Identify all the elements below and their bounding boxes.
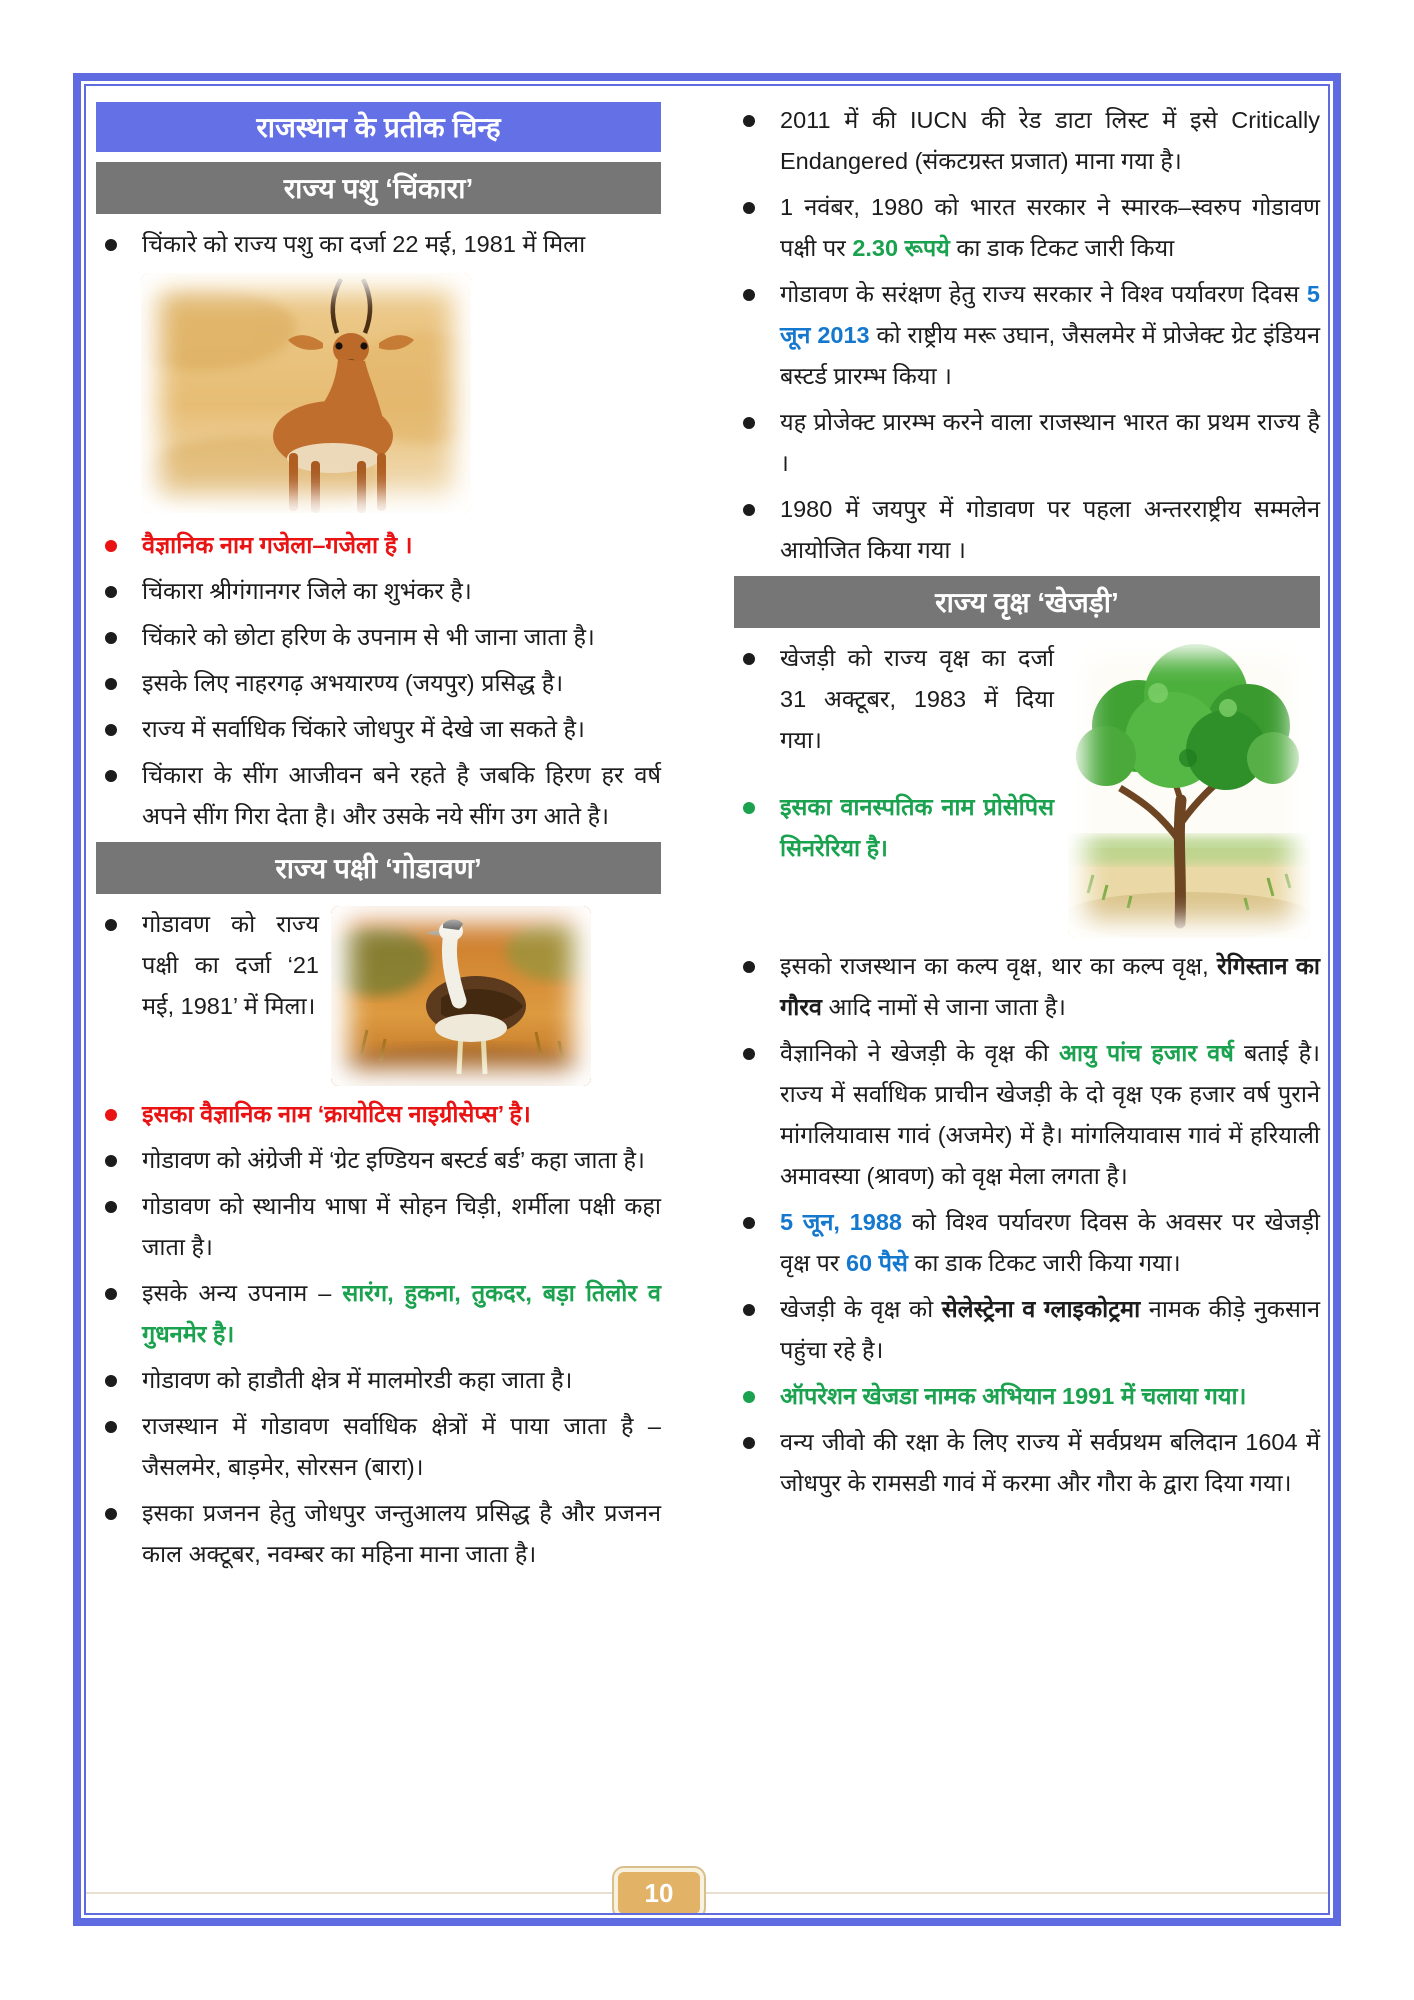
bullet-icon — [743, 1437, 755, 1449]
list-item — [734, 1376, 1320, 1417]
list-item — [734, 489, 1320, 571]
bullet-icon — [105, 1421, 117, 1433]
list-item-text: इसका वैज्ञानिक नाम ‘क्रायोटिस नाइग्रीसेप्स’ है। — [142, 1101, 531, 1127]
list-item — [734, 787, 1320, 869]
page-number-badge: 10 — [614, 1868, 704, 1915]
list-item — [96, 1186, 661, 1268]
page-inner-border — [84, 84, 1330, 1915]
list-item-text: चिंकारा श्रीगंगानगर जिले का शुभंकर है। — [142, 578, 472, 604]
bullet-list — [96, 224, 661, 265]
list-item-text: 1 नवंबर, 1980 को भारत सरकार ने स्मारक–स्वरुप गोडावण पक्षी पर 2.30 रूपये का डाक टिकट जारी किया — [780, 194, 1320, 261]
bullet-icon — [743, 653, 755, 665]
bullet-icon — [105, 1201, 117, 1213]
bullet-icon — [105, 239, 117, 251]
tree-intro-block — [734, 638, 1320, 946]
list-item — [96, 755, 661, 837]
bullet-list — [96, 1094, 661, 1575]
bullet-list — [96, 904, 661, 1027]
left-column — [96, 100, 661, 1580]
list-item — [96, 617, 661, 658]
bullet-icon — [105, 919, 117, 931]
list-item — [96, 571, 661, 612]
list-item-text: ऑपरेशन खेजडा नामक अभियान 1991 में चलाया गया। — [780, 1383, 1247, 1409]
bullet-icon — [105, 1375, 117, 1387]
bullet-list — [734, 100, 1320, 571]
bullet-icon — [743, 417, 755, 429]
chinkara-gazelle-illustration — [141, 273, 471, 513]
list-item — [734, 946, 1320, 1028]
bullet-icon — [743, 1217, 755, 1229]
list-item-text: खेजड़ी को राज्य वृक्ष का दर्जा 31 अक्टूबर, 1983 में दिया गया। — [780, 645, 1054, 753]
list-item — [96, 224, 661, 265]
bullet-icon — [743, 1304, 755, 1316]
list-item — [734, 274, 1320, 397]
list-item-text: यह प्रोजेक्ट प्रारम्भ करने वाला राजस्थान भारत का प्रथम राज्य है । — [780, 409, 1320, 476]
bullet-icon — [105, 724, 117, 736]
list-item-text: चिंकारे को राज्य पशु का दर्जा 22 मई, 1981 में मिला — [142, 231, 586, 257]
chinkara-photo — [141, 273, 471, 513]
list-item — [96, 709, 661, 750]
bullet-icon — [105, 1508, 117, 1520]
bullet-icon — [743, 802, 755, 814]
list-item-text: गोडावण को स्थानीय भाषा में सोहन चिड़ी, शर्मीला पक्षी कहा जाता है। — [142, 1193, 661, 1260]
list-item — [96, 1360, 661, 1401]
list-item-text: गोडावण को हाडौती क्षेत्र में मालमोरडी कहा जाता है। — [142, 1367, 573, 1393]
bullet-icon — [743, 961, 755, 973]
bullet-icon — [105, 678, 117, 690]
section-header-state-animal: राज्य पशु ‘चिंकारा’ — [96, 162, 661, 214]
bird-intro-block — [96, 904, 661, 1094]
list-item — [734, 402, 1320, 484]
list-item — [96, 663, 661, 704]
list-item — [96, 1094, 661, 1135]
list-item-text: गोडावण को अंग्रेजी में ‘ग्रेट इण्डियन बस्टर्ड बर्ड’ कहा जाता है। — [142, 1147, 645, 1173]
list-item — [96, 1493, 661, 1575]
bullet-icon — [743, 289, 755, 301]
list-item-text: इसके लिए नाहरगढ़ अभयारण्य (जयपुर) प्रसिद्ध है। — [142, 670, 564, 696]
list-item — [734, 1033, 1320, 1197]
bullet-list — [734, 946, 1320, 1504]
bullet-icon — [105, 632, 117, 644]
list-item — [734, 100, 1320, 182]
list-item — [734, 1422, 1320, 1504]
bullet-icon — [743, 1391, 755, 1403]
list-item-text: राजस्थान में गोडावण सर्वाधिक क्षेत्रों में पाया जाता है – जैसलमेर, बाड़मेर, सोरसन (बारा)। — [142, 1413, 661, 1480]
bullet-icon — [105, 1288, 117, 1300]
list-item — [734, 187, 1320, 269]
list-item-text: वैज्ञानिक नाम गजेला–गजेला है । — [142, 532, 413, 558]
bullet-icon — [743, 504, 755, 516]
list-item-text: इसका वानस्पतिक नाम प्रोसेपिस सिनरेरिया है। — [780, 794, 1054, 861]
list-item-text: इसको राजस्थान का कल्प वृक्ष, थार का कल्प वृक्ष, रेगिस्तान का गौरव आदि नामों से जाना जाता है। — [780, 953, 1320, 1020]
right-column — [734, 100, 1320, 1509]
list-item — [734, 1202, 1320, 1284]
list-item-text: इसका प्रजनन हेतु जोधपुर जन्तुआलय प्रसिद्ध है और प्रजनन काल अक्टूबर, नवम्बर का महिना माना जाता है। — [142, 1500, 661, 1567]
list-item — [734, 1289, 1320, 1371]
list-item-text: चिंकारे को छोटा हरिण के उपनाम से भी जाना जाता है। — [142, 624, 595, 650]
page-frame — [73, 73, 1341, 1926]
list-item-text: 1980 में जयपुर में गोडावण पर पहला अन्तरराष्ट्रीय सम्मलेन आयोजित किया गया । — [780, 496, 1320, 563]
bullet-icon — [105, 540, 117, 552]
list-item-text: गोडावण के सरंक्षण हेतु राज्य सरकार ने विश्व पर्यावरण दिवस 5 जून 2013 को राष्ट्रीय मरू उघान, जैसलमेर में प्रोजेक्ट ग्रेट इंडियन बस्टर्ड प्रारम्भ किया । — [780, 281, 1320, 389]
bullet-icon — [743, 115, 755, 127]
list-item — [734, 638, 1320, 761]
list-item — [96, 904, 661, 1027]
list-item — [96, 525, 661, 566]
list-item-text: वन्य जीवो की रक्षा के लिए राज्य में सर्वप्रथम बलिदान 1604 में जोधपुर के रामसडी गावं में करमा और गौरा के द्वारा दिया गया। — [780, 1429, 1320, 1496]
list-item-text: खेजड़ी के वृक्ष को सेलेस्ट्रेना व ग्लाइकोट्रमा नामक कीड़े नुकसान पहुंचा रहे है। — [780, 1296, 1320, 1363]
bullet-list — [96, 525, 661, 837]
page-title: राजस्थान के प्रतीक चिन्ह — [96, 102, 661, 152]
list-item-text: वैज्ञानिको ने खेजड़ी के वृक्ष की आयु पांच हजार वर्ष बताई है। राज्य में सर्वाधिक प्राचीन खेजड़ी के दो वृक्ष एक हजार वर्ष पुराने मांगलियावास गावं (अजमेर) में है। मांगलियावास गावं में हरियाली अमावस्या (श्रावण) को वृक्ष मेला लगता है। — [780, 1040, 1320, 1189]
list-item-text: 5 जून, 1988 को विश्व पर्यावरण दिवस के अवसर पर खेजड़ी वृक्ष पर 60 पैसे का डाक टिकट जारी किया गया। — [780, 1209, 1320, 1276]
list-item — [96, 1406, 661, 1488]
bullet-icon — [105, 1155, 117, 1167]
bullet-icon — [743, 202, 755, 214]
list-item-text: 2011 में की IUCN की रेड डाटा लिस्ट में इसे Critically Endangered (संकटग्रस्त प्रजात) माना गया है। — [780, 107, 1320, 174]
section-header-state-tree: राज्य वृक्ष ‘खेजड़ी’ — [734, 576, 1320, 628]
bullet-list — [734, 638, 1320, 869]
list-item-text: गोडावण को राज्य पक्षी का दर्जा ‘21 मई, 1981’ में मिला। — [142, 911, 319, 1019]
list-item-text: चिंकारा के सींग आजीवन बने रहते है जबकि हिरण हर वर्ष अपने सींग गिरा देता है। और उसके नये सींग उग आते है। — [142, 762, 661, 829]
bullet-icon — [105, 1109, 117, 1121]
list-item — [96, 1273, 661, 1355]
list-item-text: राज्य में सर्वाधिक चिंकारे जोधपुर में देखे जा सकते है। — [142, 716, 585, 742]
list-item — [96, 1140, 661, 1181]
section-header-state-bird: राज्य पक्षी ‘गोडावण’ — [96, 842, 661, 894]
list-item-text: इसके अन्य उपनाम – सारंग, हुकना, तुकदर, बड़ा तिलोर व गुधनमेर है। — [142, 1280, 661, 1347]
bullet-icon — [105, 770, 117, 782]
bullet-icon — [743, 1048, 755, 1060]
bullet-icon — [105, 586, 117, 598]
footer-divider — [86, 1892, 1328, 1894]
